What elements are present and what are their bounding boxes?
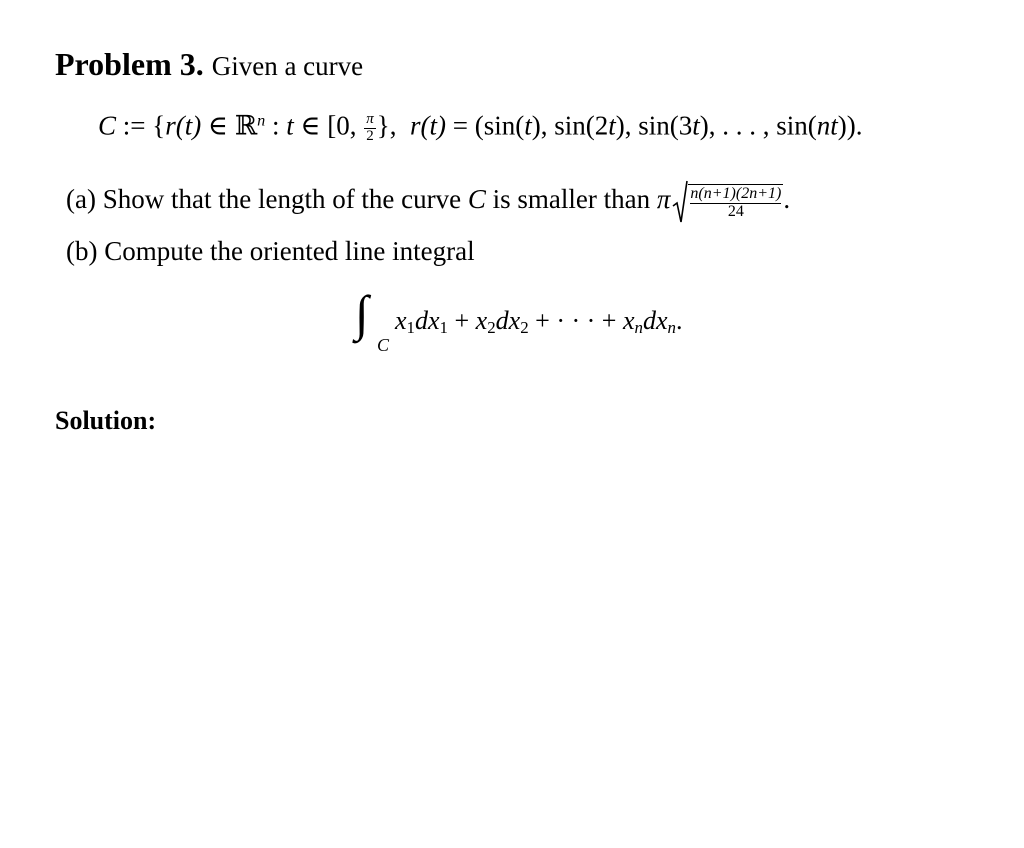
curve-definition [98,112,863,145]
dx1-sub: 1 [439,318,448,338]
t-arg-3: t [692,110,700,141]
solution-label: Solution: [55,406,157,435]
curve-end: )). [837,110,863,141]
n-superscript: n [257,111,266,130]
xn-sub: n [634,318,643,338]
t-arg-2: t [608,110,616,141]
problem-heading [55,48,363,80]
radical-sign-icon [672,180,688,224]
integral-sign: ∫ [355,285,369,341]
plus-dots: + · · · + [528,306,623,335]
interval-open: ∈ [0, [293,110,364,141]
x1: x [395,306,407,335]
part-a-middle: is smaller than [485,184,657,215]
colon: : [265,110,287,141]
radicand-denominator: 24 [727,202,744,220]
part-a-label: (a) Show that the length of the curve [66,184,468,215]
sin-2: ), sin(2 [531,110,609,141]
integral-end: . [675,306,683,335]
line-integral [355,285,775,366]
part-b-label: (b) Compute the oriented line integral [66,236,475,266]
square-root [672,180,783,224]
xn: x [622,306,635,335]
x2: x [475,306,488,335]
t-variable: t [286,110,294,141]
r-def-rhs: = (sin( [446,110,525,141]
pi-over-two-fraction [364,112,376,145]
r-of-t: r(t) [165,110,202,141]
sin-dots: ), . . . , sin( [699,110,817,141]
sin-3: ), sin(3 [615,110,693,141]
t-arg-1: t [524,110,532,141]
assign-symbol: := { [116,110,166,141]
pi-symbol: π [656,184,671,215]
r-def-lhs: r(t) [410,110,446,141]
in-rn: ∈ ℝ [201,110,258,141]
radicand [688,184,783,221]
dx2-sub: 2 [520,318,529,338]
integrand [395,308,682,337]
part-a-curve-symbol: C [467,184,486,215]
plus-1: + [448,306,476,335]
fraction-numerator: π [366,111,374,127]
part-a-end: . [783,184,791,215]
fraction-denominator: 2 [366,127,374,144]
radicand-numerator: n(n+1)(2n+1) [690,184,782,202]
dx2: dx [495,306,521,335]
problem-intro: Given a curve [211,51,364,81]
dx1: dx [415,306,440,335]
x2-sub: 2 [487,318,496,338]
integral-subscript: C [377,335,390,355]
part-b [66,238,475,265]
dxn-sub: n [667,318,676,338]
x1-sub: 1 [406,318,415,338]
nt-arg: nt [816,110,838,141]
problem-label: Problem 3. [55,46,204,82]
part-a [66,180,790,224]
set-close: }, [376,110,397,141]
curve-symbol: C [98,110,117,141]
dxn: dx [642,306,668,335]
